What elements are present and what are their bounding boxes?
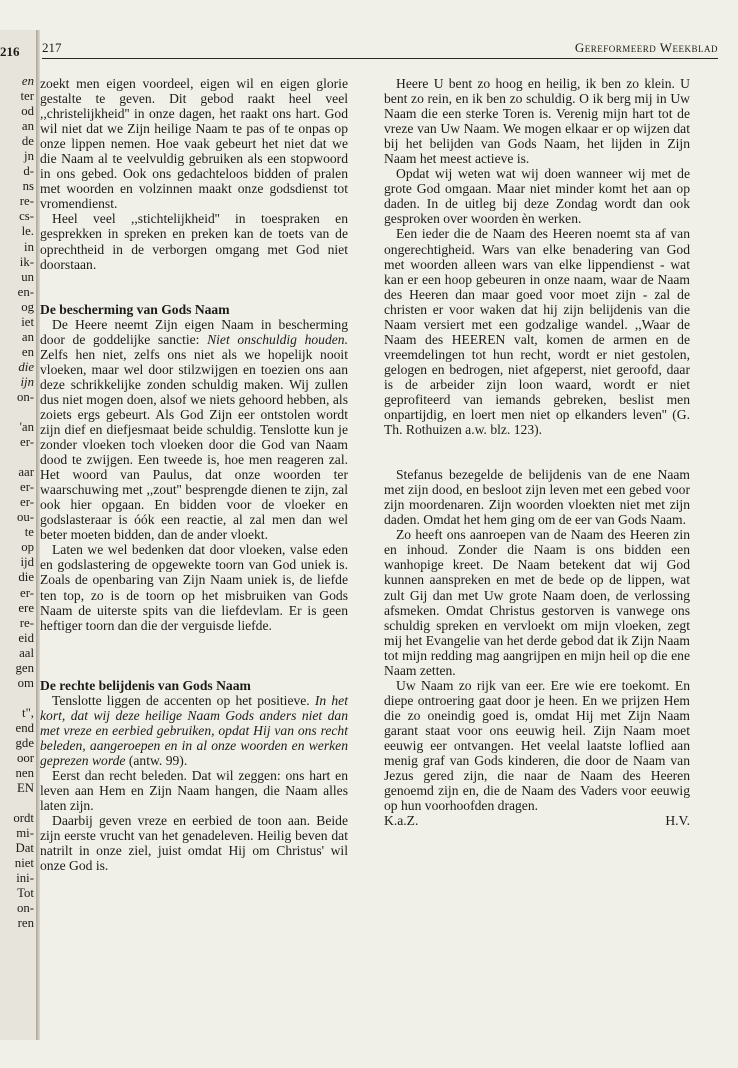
previous-page-fragment: en- [17, 284, 34, 299]
page-header [42, 40, 718, 59]
previous-page-edge [0, 30, 38, 1040]
previous-page-fragment: an [21, 329, 34, 344]
paragraph: Opdat wij weten wat wij doen wanneer wij met de grote God omgaan. Maar niet minder komt het aan op daden. In de uitleg bij deze Zondag wordt dan ook gesproken over woorden èn werken. [384, 166, 690, 227]
previous-page-fragment: eid [18, 630, 34, 645]
signature-left: K.a.Z. [384, 813, 419, 829]
previous-page-fragment: die [18, 359, 34, 374]
previous-page-fragment: og [21, 299, 34, 314]
right-column [384, 76, 690, 828]
previous-page-fragment: ini- [16, 871, 34, 886]
paragraph: Een ieder die de Naam des Heeren noemt sta af van ongerechtigheid. Wars van elke benadering van God met woorden alleen wars van elke lippendienst - wat kan er een hoop gebeuren in onze naam, waar de Naam des Heeren dan maar goed voor moet zijn - zal de christen er voor waken dat hij zijn belijdenis van die Naam versiert met een godzalige wandel. ,,Waar de Naam des HEEREN valt, komen de armen en de vreemdelingen tot hun recht, wordt er niet gestolen, gelogen en bedrogen, niet afgeperst, niet geroofd, daar is de arbeider zijn loon waard, wordt er niet geprofiteerd van iemands gebreken, beslist men onpartijdig, en loert men niet op elkanders leven'' (G. Th. Rothuizen a.w. blz. 123). [384, 226, 690, 438]
previous-page-fragment: end [15, 720, 34, 735]
previous-page-number: 216 [0, 44, 20, 59]
previous-page-fragment: ordt [13, 811, 34, 826]
section-heading: De rechte belijdenis van Gods Naam [40, 677, 251, 693]
previous-page-fragment: on- [16, 901, 34, 916]
previous-page-fragment: Dat [15, 841, 34, 856]
previous-page-fragment: er- [20, 435, 34, 450]
paragraph: Heel veel ,,stichtelijkheid'' in toespraken en gesprekken in spreken en preken kan de toets van de oprechtheid in de verborgen omgang met God niet doorstaan. [40, 211, 348, 272]
previous-page-fragment: re- [19, 615, 34, 630]
previous-page-fragment: cs- [19, 209, 34, 224]
previous-page-fragment: mi- [16, 826, 34, 841]
paragraph: Zo heeft ons aanroepen van de Naam des Heeren zin en inhoud. Zonder die Naam is ons bidden een wanhopige kreet. De Naam betekent dat wij God kunnen aanspreken en met de bede op de lippen, wat zult Gij dan met Uw grote Naam doen, de verlossing afsmeken. Omdat Christus gestorven is vanwege ons schuldig spreken en vervloekt om mijn vloeken, zegt mij het Evangelie van het derde gebod dat ik Zijn Naam tot mijn redding mag aangrijpen en mijn heil op die ene Naam zetten. [384, 527, 690, 678]
previous-page-fragment: t", [22, 705, 34, 720]
previous-page-fragment: ns [22, 179, 34, 194]
paragraph: De Heere neemt Zijn eigen Naam in bescherming door de goddelijke sanctie: Niet onschuldig houden. Zelfs hen niet, zelfs ons niet als we hopelijk nooit vloeken, maar wel door stilzwijgen en toezien ons aan deze schrikkelijke zonden schuldig maken. Wij zullen dus niet mogen doen, alsof we niets gehoord hebben, als zoiets ergs gebeurt. Als God Zijn eer ontstolen wordt zijn dief en diefjesmaat beide schuldig. Tenslotte kun je zonder vloeken toch vloeken door die God van Naam dood te zwijgen. Een tweede is, hoe men reageren zal. Het woord van Paulus, dat onze woorden ter waarschuwing met ,,zout'' besprengde dienen te zijn, zal ook hier opgaan. En bidden voor de vloeker en godslasteraar is óók een reactie, al zal men dan wel beter moeten bidden, dan de ander vloekt. [40, 316, 348, 543]
signature [384, 813, 690, 828]
previous-page-fragment: gde [15, 735, 34, 750]
previous-page-fragment: ren [17, 916, 34, 931]
previous-page-fragment: Tot [17, 886, 34, 901]
previous-page-fragment: d- [23, 164, 34, 179]
previous-page-fragment: in [24, 239, 34, 254]
previous-page-fragment [0, 450, 34, 465]
previous-page-fragment: die [18, 570, 34, 585]
previous-page-fragment: en [21, 74, 34, 88]
previous-page-fragment: ijn [20, 374, 34, 389]
previous-page-fragments [0, 74, 34, 931]
paragraph: Stefanus bezegelde de belijdenis van de ene Naam met zijn dood, en besloot zijn leven met een gebed voor zijn moordenaren. Zijn woorden vloekten niet met zijn daden. Omdat het hem ging om de eer van Gods Naam. [384, 467, 690, 528]
paragraph: Tenslotte liggen de accenten op het positieve. In het kort, dat wij deze heilige Naam Gods anders niet dan met vreze en eerbied gebruiken, opdat Hij van ons recht beleden, aangeroepen en in al onze woorden en werken geprezen worde (antw. 99). [40, 692, 348, 768]
previous-page-fragment: niet [14, 856, 34, 871]
previous-page-fragment: er- [20, 495, 34, 510]
paragraph: Uw Naam zo rijk van eer. Ere wie ere toekomt. En diepe ontroering gaat door je heen. En we prijzen Hem die zo oneindig goed is, omdat Hij met Zijn Naam garant staat voor ons eeuwig heil. Zijn Naam moet eeuwig eer ontvangen. Het veelal laatste loflied aan menig graf van Gods kinderen, die door de Naam van Jezus gered zijn, die naar de Naam des Heeren genoemd zijn en, die de Naam des Vaders voor eeuwig op hun voorhoofden dragen. [384, 677, 690, 814]
previous-page-fragment: er- [20, 480, 34, 495]
previous-page-fragment: un [21, 269, 34, 284]
previous-page-fragment: iet [21, 314, 34, 329]
signature-right: H.V. [665, 813, 690, 829]
publication-title: Gereformeerd Weekblad [574, 40, 718, 55]
previous-page-fragment: ter [20, 89, 34, 104]
previous-page-fragment: oor [16, 750, 34, 765]
previous-page-fragment: ijd [20, 555, 34, 570]
previous-page-fragment: EN [16, 781, 34, 796]
previous-page-fragment: aal [19, 645, 34, 660]
previous-page-fragment [0, 405, 34, 420]
previous-page-fragment: an [21, 119, 34, 134]
left-column [40, 76, 348, 873]
previous-page-fragment: de [21, 134, 34, 149]
previous-page-fragment: re- [19, 194, 34, 209]
section-heading: De bescherming van Gods Naam [40, 301, 230, 317]
previous-page-fragment: er- [20, 585, 34, 600]
paragraph: zoekt men eigen voordeel, eigen wil en eigen glorie gestalte te geven. Dit gebod raakt heel veel ,,christelijkheid'' in onze dagen, het raakt ons hart. God wil niet dat we Zijn heilige Naam te pas of te onpas op onze lippen nemen. Hoe vaak gebeurt het niet dat we die Naam al te veelvuldig gebruiken als een stopwoord in ons gebed. Ook ons gedachteloos bidden of pralen met woorden en volzinnen maakt onze godsdienst tot vromendienst. [40, 76, 348, 212]
page-number: 217 [42, 40, 62, 55]
paragraph: Laten we wel bedenken dat door vloeken, valse eden en godslastering de opgewekte toorn van God uniek is. Zoals de openbaring van Zijn Naam uniek is, de liefde ten top, zo is de toorn op het misbruiken van Gods Naam de uiterste spits van die liefdevlam. Er is geen heftiger toorn dan die der verguisde liefde. [40, 542, 348, 633]
previous-page-fragment: od [21, 104, 34, 119]
previous-page-fragment: gen [15, 660, 34, 675]
previous-page-fragment: aar [18, 465, 34, 480]
previous-page-fragment: op [21, 540, 34, 555]
paragraph: Eerst dan recht beleden. Dat wil zeggen: ons hart en leven aan Hem en Zijn Naam hangen, die Naam alles laten zijn. [40, 767, 348, 814]
previous-page-fragment: nen [15, 766, 34, 781]
previous-page-fragment: jn [24, 149, 34, 164]
previous-page-fragment: te [24, 525, 34, 540]
previous-page-fragment [0, 691, 34, 706]
previous-page-fragment: 'an [19, 420, 34, 435]
previous-page-fragment: ik- [19, 254, 34, 269]
previous-page-fragment: ere [18, 600, 34, 615]
previous-page-fragment: le. [21, 224, 34, 239]
previous-page-fragment: om [17, 675, 34, 690]
paragraph: Daarbij geven vreze en eerbied de toon aan. Beide zijn eerste vrucht van het genadeleven. Heilig beven dat natrilt in onze ziel, juist omdat Hij om Christus' wil onze God is. [40, 813, 348, 874]
previous-page-fragment [0, 796, 34, 811]
paragraph: Heere U bent zo hoog en heilig, ik ben zo klein. U bent zo rein, en ik ben zo schuldig. O ik berg mij in Uw Naam die een sterke Toren is. Verenig mijn hart tot de vreze van Uw Naam. We mogen elkaar er op wijzen dat bij het belijden van Gods Naam, het lijden in Zijn Naam het meest actieve is. [384, 76, 690, 167]
previous-page-fragment: on- [16, 389, 34, 404]
previous-page-fragment: en [21, 344, 34, 359]
previous-page-fragment: ou- [16, 510, 34, 525]
